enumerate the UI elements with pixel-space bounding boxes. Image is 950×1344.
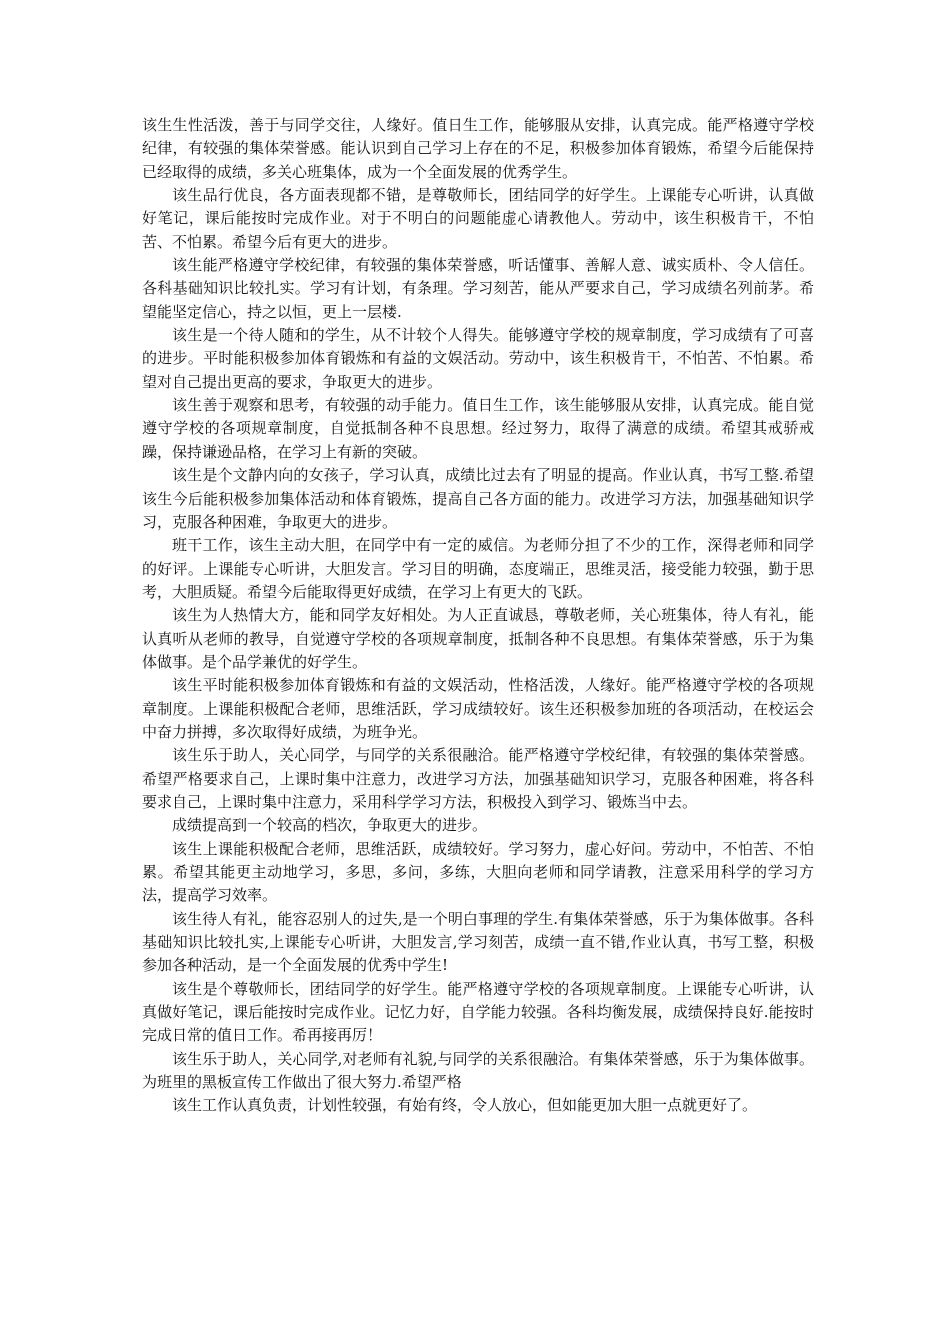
- paragraph-8: 该生为人热情大方，能和同学友好相处。为人正直诚恳，尊敬老师，关心班集体，待人有礼，能认真听从老师的教导，自觉遵守学校的各项规章制度，抵制各种不良思想。有集体荣誉感，乐于为集体做事。是个品学兼优的好学生。: [142, 606, 814, 671]
- paragraph-13: 该生待人有礼，能容忍别人的过失,是一个明白事理的学生.有集体荣誉感，乐于为集体做事。各科基础知识比较扎实,上课能专心听讲，大胆发言,学习刻苦，成绩一直不错,作业认真，书写工整，积极参加各种活动，是一个全面发展的优秀中学生!: [142, 909, 814, 975]
- paragraph-11: 成绩提高到一个较高的档次，争取更大的进步。: [172, 816, 488, 835]
- paragraph-4: 该生是一个待人随和的学生，从不计较个人得失。能够遵守学校的规章制度，学习成绩有了可喜的进步。平时能积极参加体育锻炼和有益的文娱活动。劳动中，该生积极肯干，不怕苦、不怕累。希望对自己提出更高的要求，争取更大的进步。: [142, 326, 814, 391]
- paragraph-10: 该生乐于助人，关心同学，与同学的关系很融洽。能严格遵守学校纪律，有较强的集体荣誉感。希望严格要求自己，上课时集中注意力，改进学习方法，加强基础知识学习，克服各种困难，将各科要求自己，上课时集中注意力，采用科学学习方法，积极投入到学习、锻炼当中去。: [142, 746, 814, 811]
- paragraph-2: 该生品行优良，各方面表现都不错，是尊敬师长，团结同学的好学生。上课能专心听讲，认真做好笔记，课后能按时完成作业。对于不明白的问题能虚心请教他人。劳动中，该生积极肯干，不怕苦、不怕累。希望今后有更大的进步。: [142, 186, 814, 251]
- paragraph-15: 该生乐于助人，关心同学,对老师有礼貌,与同学的关系很融洽。有集体荣誉感，乐于为集体做事。为班里的黑板宣传工作做出了很大努力.希望严格: [142, 1049, 814, 1092]
- document-body: [142, 114, 814, 1118]
- paragraph-1: 该生生性活泼，善于与同学交往，人缘好。值日生工作，能够服从安排，认真完成。能严格遵守学校纪律，有较强的集体荣誉感。能认识到自己学习上存在的不足，积极参加体育锻炼，希望今后能保持已经取得的成绩，多关心班集体，成为一个全面发展的优秀学生。: [142, 116, 814, 181]
- paragraph-9: 该生平时能积极参加体育锻炼和有益的文娱活动，性格活泼，人缘好。能严格遵守学校的各项规章制度。上课能积极配合老师，思维活跃，学习成绩较好。该生还积极参加班的各项活动，在校运会中奋力拼搏，多次取得好成绩，为班争光。: [142, 676, 814, 741]
- paragraph-3: 该生能严格遵守学校纪律，有较强的集体荣誉感，听话懂事、善解人意、诚实质朴、令人信任。各科基础知识比较扎实。学习有计划，有条理。学习刻苦，能从严要求自己，学习成绩名列前茅。希望能坚定信心，持之以恒，更上一层楼.: [142, 256, 814, 321]
- paragraph-6: 该生是个文静内向的女孩子，学习认真，成绩比过去有了明显的提高。作业认真，书写工整.希望该生今后能积极参加集体活动和体育锻炼，提高自己各方面的能力。改进学习方法，加强基础知识学习，克服各种困难，争取更大的进步。: [142, 466, 814, 531]
- paragraph-5: 该生善于观察和思考，有较强的动手能力。值日生工作，该生能够服从安排，认真完成。能自觉遵守学校的各项规章制度，自觉抵制各种不良思想。经过努力，取得了满意的成绩。希望其戒骄戒躁，保持谦逊品格，在学习上有新的突破。: [142, 396, 814, 461]
- paragraph-14: 该生是个尊敬师长，团结同学的好学生。能严格遵守学校的各项规章制度。上课能专心听讲，认真做好笔记，课后能按时完成作业。记忆力好，自学能力较强。各科均衡发展，成绩保持良好.能按时完成日常的值日工作。希再接再厉！: [142, 979, 814, 1045]
- paragraph-12: 该生上课能积极配合老师，思维活跃，成绩较好。学习努力，虚心好问。劳动中，不怕苦、不怕累。希望其能更主动地学习，多思，多问，多练，大胆向老师和同学请教，注意采用科学的学习方法，提高学习效率。: [142, 839, 814, 905]
- paragraph-7: 班干工作，该生主动大胆，在同学中有一定的威信。为老师分担了不少的工作，深得老师和同学的好评。上课能专心听讲，大胆发言。学习目的明确，态度端正，思维灵活，接受能力较强，勤于思考，大胆质疑。希望今后能取得更好成绩，在学习上有更大的飞跃。: [142, 536, 814, 601]
- paragraph-16: 该生工作认真负责，计划性较强，有始有终，令人放心，但如能更加大胆一点就更好了。: [172, 1096, 758, 1115]
